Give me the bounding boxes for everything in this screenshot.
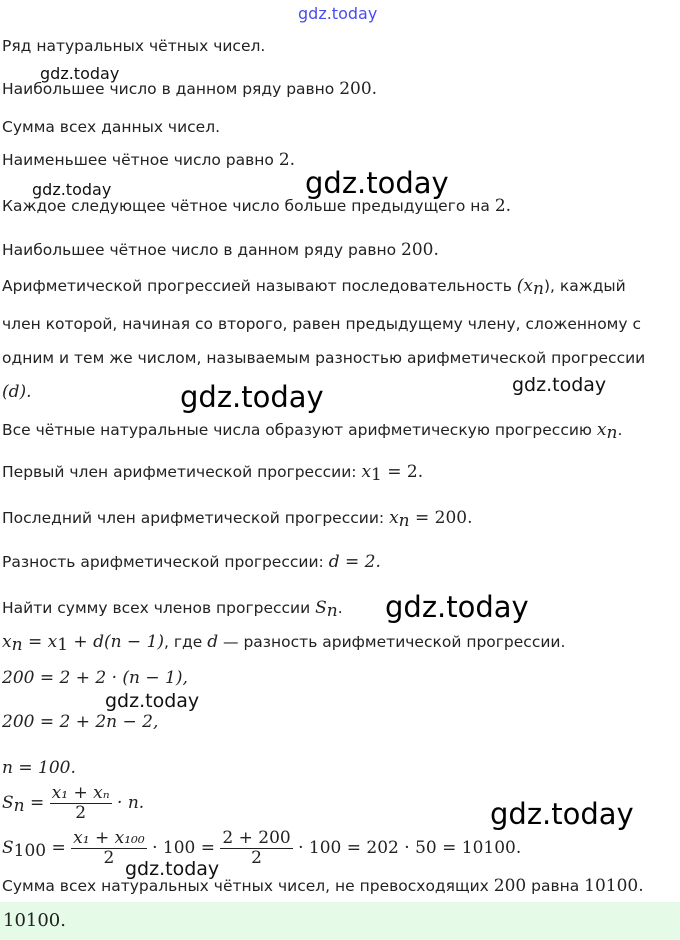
line-4-text: Наименьшее чётное число равно	[2, 151, 279, 169]
formula-6-s: S	[2, 838, 14, 858]
answer-box	[0, 902, 680, 940]
line-6	[2, 240, 439, 260]
watermark: gdz.today	[490, 797, 634, 831]
formula-6-fraction-1	[71, 829, 147, 868]
formula-5	[2, 784, 144, 825]
line-4-number: 2.	[278, 150, 296, 170]
definition-end: ), каждый	[543, 277, 626, 295]
line-9-math: x	[389, 508, 399, 528]
conclusion-mid: равна	[526, 877, 585, 895]
definition-math: (x	[516, 276, 534, 296]
answer-value: 10100.	[3, 910, 66, 931]
line-7-sub: n	[606, 423, 618, 443]
line-9-end: = 200.	[409, 508, 473, 528]
fraction-denominator: 2	[251, 848, 262, 868]
line-11-math: S	[315, 598, 327, 618]
line-1: Ряд натуральных чётных чисел.	[2, 37, 266, 55]
watermark: gdz.today	[40, 64, 120, 83]
line-11-text: Найти сумму всех членов прогрессии	[2, 599, 316, 617]
formula-1-b: = x	[22, 632, 58, 652]
formula-1-a-sub: n	[11, 635, 23, 655]
line-7-end: .	[617, 421, 623, 439]
conclusion-number-1: 200	[493, 876, 527, 896]
formula-1-c: + d(n − 1)	[68, 632, 165, 652]
line-3: Сумма всех данных чисел.	[2, 118, 221, 136]
watermark: gdz.today	[385, 590, 529, 624]
formula-6-mid: · 100 =	[146, 838, 221, 858]
line-7	[2, 420, 622, 443]
fraction-numerator: x₁ + x₁₀₀	[73, 828, 145, 848]
formula-6-eq: =	[46, 838, 72, 858]
line-5	[2, 196, 511, 216]
line-7-math: x	[596, 420, 607, 440]
formula-1-b-sub: 1	[57, 635, 69, 655]
definition-sub: n	[533, 279, 544, 299]
formula-6	[2, 826, 521, 873]
line-5-number: 2.	[494, 196, 512, 216]
watermark: gdz.today	[125, 858, 220, 880]
line-8	[2, 462, 423, 485]
line-9	[2, 508, 473, 531]
fraction-denominator: 2	[103, 848, 115, 868]
formula-5-s: S	[2, 793, 14, 813]
formula-3: 200 = 2 + 2n − 2,	[2, 712, 159, 732]
formula-6-tail: · 100 = 202 · 50 = 10100.	[292, 838, 522, 858]
line-9-text: Последний член арифметической прогрессии:	[2, 509, 390, 527]
formula-5-sub: n	[13, 796, 25, 816]
line-4	[2, 150, 295, 170]
line-8-text: Первый член арифметической прогрессии:	[2, 463, 362, 481]
formula-4: n = 100.	[2, 758, 76, 778]
fraction-denominator: 2	[75, 803, 87, 823]
definition-text: Арифметической прогрессией называют последовательность	[2, 277, 517, 295]
definition-line-3: одним и тем же числом, называемым разностью арифметической прогрессии	[2, 349, 646, 367]
line-10	[2, 552, 381, 572]
line-10-text: Разность арифметической прогрессии:	[2, 553, 329, 571]
watermark: gdz.today	[105, 690, 200, 712]
line-2-text: Наибольшее число в данном ряду равно	[2, 80, 340, 98]
line-6-text: Наибольшее чётное число в данном ряду равно	[2, 241, 402, 259]
line-10-math: d = 2.	[328, 552, 381, 572]
formula-1-d: d	[207, 632, 219, 652]
definition-line-2: член которой, начиная со второго, равен предыдущему члену, сложенному с	[2, 315, 641, 333]
line-2	[2, 79, 377, 99]
fraction-numerator: 2 + 200	[222, 828, 291, 848]
formula-6-sub: 100	[13, 841, 47, 861]
fraction-numerator: x₁ + xₙ	[51, 783, 110, 803]
definition-line-1	[2, 276, 626, 299]
conclusion-text: Сумма всех натуральных чётных чисел, не превосходящих	[2, 877, 494, 895]
formula-5-tail: · n.	[111, 793, 145, 813]
line-8-end: = 2.	[381, 462, 424, 482]
formula-1-tail: — разность арифметической прогрессии.	[218, 633, 566, 651]
line-11-sub: n	[326, 601, 338, 621]
line-9-sub: n	[398, 511, 410, 531]
watermark: gdz.today	[305, 166, 449, 200]
conclusion	[2, 876, 644, 896]
line-7-text: Все чётные натуральные числа образуют арифметическую прогрессию	[2, 421, 597, 439]
line-5-text: Каждое следующее чётное число больше предыдущего на	[2, 197, 495, 215]
formula-1	[2, 632, 565, 655]
line-8-math: x	[361, 462, 372, 482]
watermark: gdz.today	[180, 380, 324, 414]
formula-1-a: x	[2, 632, 12, 652]
formula-6-fraction-2	[220, 829, 292, 868]
formula-1-text: , где	[164, 633, 208, 651]
line-11	[2, 598, 343, 621]
formula-2: 200 = 2 + 2 · (n − 1),	[2, 668, 188, 688]
watermark: gdz.today	[32, 180, 112, 199]
conclusion-number-2: 10100.	[584, 876, 644, 896]
watermark: gdz.today	[512, 374, 607, 396]
watermark-top: gdz.today	[298, 4, 378, 23]
formula-5-fraction	[50, 784, 112, 823]
formula-5-eq: =	[24, 793, 50, 813]
line-6-number: 200.	[401, 240, 439, 260]
line-11-end: .	[337, 599, 343, 617]
line-8-sub: 1	[371, 465, 382, 485]
definition-line-4: (d).	[2, 382, 32, 402]
line-2-number: 200.	[339, 79, 378, 99]
